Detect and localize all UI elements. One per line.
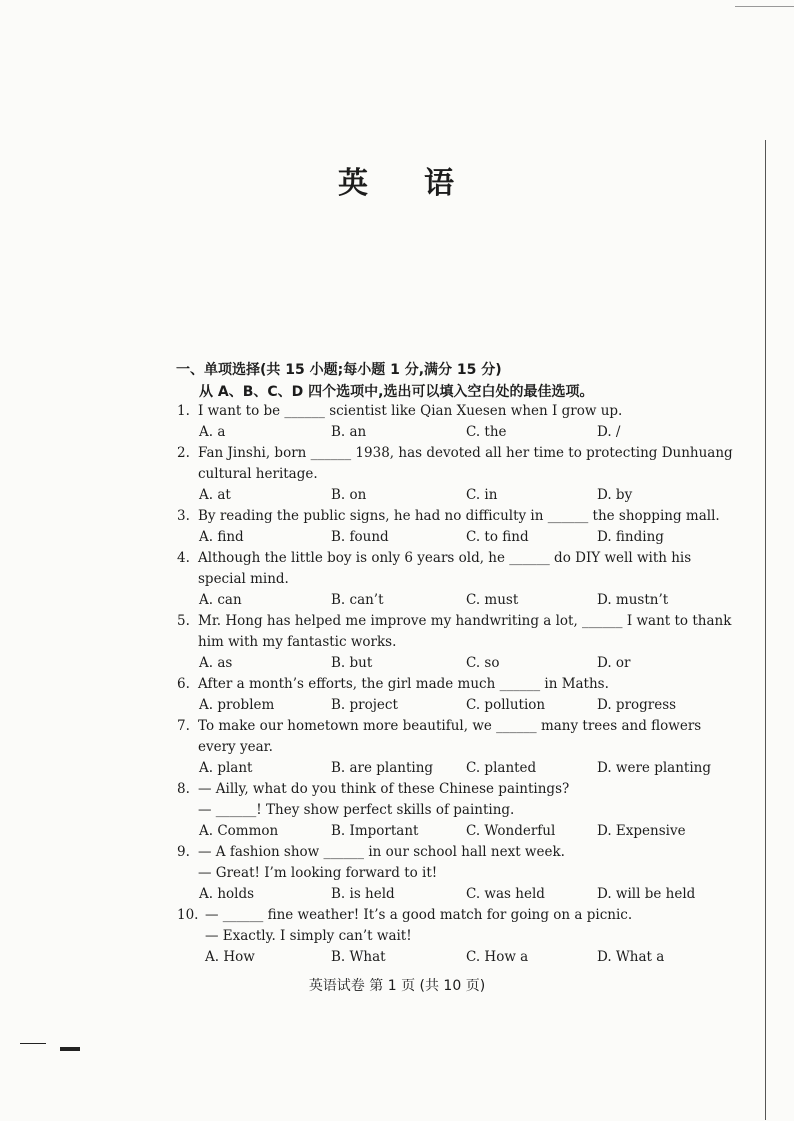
question-stem: After a month’s efforts, the girl made much ______ in Maths. (198, 676, 609, 692)
scan-edge-line (765, 140, 766, 1120)
option-d: D. finding (597, 529, 664, 545)
question-stem: Mr. Hong has helped me improve my handwriting a lot, ______ I want to thank him with my fantastic works. (198, 613, 732, 650)
dialog-reply: — Exactly. I simply can’t wait! (205, 928, 412, 944)
dialog-reply: — Great! I’m looking forward to it! (198, 865, 438, 881)
question-8 (0, 779, 794, 842)
option-a: A. holds (199, 886, 255, 902)
option-c: C. pollution (466, 697, 546, 713)
option-d: D. mustn’t (597, 592, 669, 608)
option-c: C. planted (466, 760, 537, 776)
option-b: B. but (331, 655, 373, 671)
option-c: C. must (466, 592, 519, 608)
question-stem: To make our hometown more beautiful, we ______ many trees and flowers every year. (198, 718, 702, 755)
question-number: 7. (177, 718, 190, 734)
option-c: C. the (466, 424, 507, 440)
option-b: B. are planting (331, 760, 434, 776)
option-d: D. / (597, 424, 621, 440)
option-a: A. problem (199, 697, 275, 713)
page-title (0, 158, 794, 202)
option-c: C. so (466, 655, 500, 671)
option-a: A. at (199, 487, 231, 503)
option-d: D. or (597, 655, 631, 671)
option-c: C. Wonderful (466, 823, 556, 839)
option-a: A. as (199, 655, 233, 671)
option-a: A. Common (199, 823, 279, 839)
section-heading: 一、单项选择(共 15 小题;每小题 1 分,满分 15 分) (176, 362, 502, 378)
option-b: B. What (331, 949, 386, 965)
scan-mark-thick (60, 1047, 80, 1051)
question-number: 9. (177, 844, 190, 860)
option-d: D. progress (597, 697, 677, 713)
question-number: 4. (177, 550, 190, 566)
scan-top-edge (735, 6, 794, 7)
option-c: C. How a (466, 949, 529, 965)
question-stem: Fan Jinshi, born ______ 1938, has devoted all her time to protecting Dunhuang cultural heritage. (198, 445, 733, 482)
question-number: 5. (177, 613, 190, 629)
question-number: 3. (177, 508, 190, 524)
section-instructions: 从 A、B、C、D 四个选项中,选出可以填入空白处的最佳选项。 (199, 384, 594, 400)
option-a: A. plant (199, 760, 253, 776)
question-stem: I want to be ______ scientist like Qian Xuesen when I grow up. (198, 403, 623, 419)
option-c: C. was held (466, 886, 545, 902)
option-b: B. project (331, 697, 398, 713)
question-stem: — ______ fine weather! It’s a good match for going on a picnic. (205, 907, 633, 923)
dialog-reply: — ______! They show perfect skills of painting. (198, 802, 515, 818)
option-b: B. on (331, 487, 367, 503)
question-number: 10. (177, 907, 199, 923)
question-6 (0, 674, 794, 716)
option-b: B. an (331, 424, 367, 440)
option-a: A. can (199, 592, 242, 608)
question-7 (0, 716, 794, 779)
question-number: 6. (177, 676, 190, 692)
question-4 (0, 548, 794, 611)
option-d: D. will be held (597, 886, 696, 902)
option-b: B. is held (331, 886, 395, 902)
option-a: A. How (205, 949, 255, 965)
option-b: B. Important (331, 823, 419, 839)
title-char-1: 英 (338, 166, 370, 201)
option-a: A. a (199, 424, 226, 440)
question-stem: — A fashion show ______ in our school hall next week. (198, 844, 565, 860)
question-stem: Although the little boy is only 6 years old, he ______ do DIY well with his special mind. (198, 550, 692, 587)
option-d: D. by (597, 487, 633, 503)
question-2 (0, 443, 794, 506)
question-5 (0, 611, 794, 674)
scan-mark-thin (20, 1043, 46, 1044)
option-c: C. in (466, 487, 498, 503)
question-number: 1. (177, 403, 190, 419)
question-number: 2. (177, 445, 190, 461)
question-3 (0, 506, 794, 548)
page-footer: 英语试卷 第 1 页 (共 10 页) (308, 978, 486, 994)
option-b: B. found (331, 529, 389, 545)
question-1 (0, 401, 794, 443)
question-number: 8. (177, 781, 190, 797)
question-10 (0, 905, 794, 968)
option-a: A. find (199, 529, 244, 545)
option-d: D. were planting (597, 760, 711, 776)
option-b: B. can’t (331, 592, 384, 608)
title-char-2: 语 (424, 166, 456, 201)
question-list (0, 401, 794, 968)
question-stem: — Ailly, what do you think of these Chinese paintings? (198, 781, 570, 797)
option-d: D. What a (597, 949, 665, 965)
question-9 (0, 842, 794, 905)
option-d: D. Expensive (597, 823, 686, 839)
question-stem: By reading the public signs, he had no difficulty in ______ the shopping mall. (198, 508, 720, 524)
option-c: C. to find (466, 529, 529, 545)
